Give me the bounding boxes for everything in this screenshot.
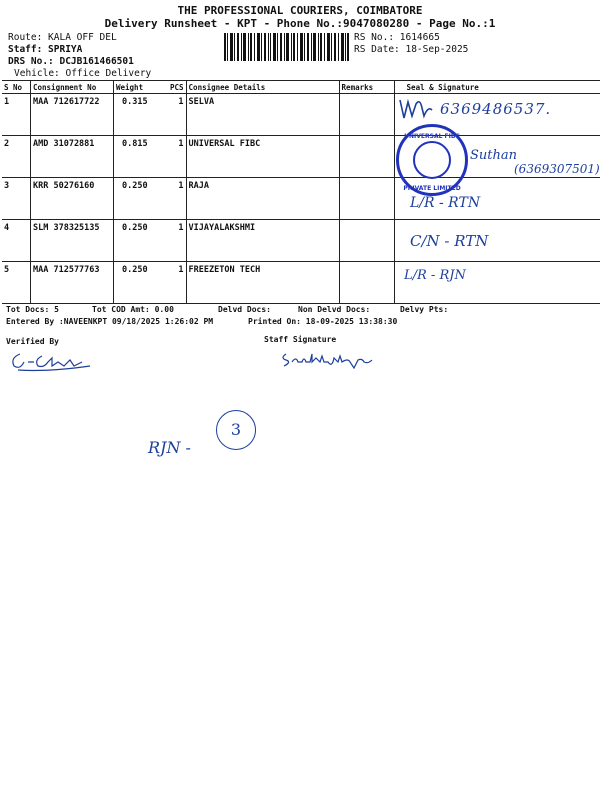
cell-consignment: MAA 712617722: [31, 94, 114, 136]
cell-sno: 4: [2, 220, 31, 262]
delivery-points: Delvy Pts:: [400, 305, 449, 314]
staff-signature-scribble: [278, 348, 380, 372]
cell-weight: 0.250: [114, 262, 169, 304]
company-title: THE PROFESSIONAL COURIERS, COIMBATORE: [177, 4, 423, 17]
cell-consignee: FREEZETON TECH: [186, 262, 339, 304]
total-cod-amount: Tot COD Amt: 0.00: [92, 305, 174, 314]
delivered-docs: Delvd Docs:: [218, 305, 271, 314]
stamp-top-text: UNIVERSAL FIBC: [404, 133, 460, 140]
handwritten-remark-row4: C/N - RTN: [410, 232, 489, 250]
col-pcs: PCS: [168, 81, 186, 94]
col-sno: S No: [2, 81, 31, 94]
handwritten-name-row2: Suthan: [470, 148, 517, 163]
cell-remarks: [339, 262, 394, 304]
handwritten-phone-row2: (6369307501): [514, 162, 600, 176]
rs-date: RS Date: 18-Sep-2025: [354, 44, 469, 55]
cell-sno: 3: [2, 178, 31, 220]
col-remarks: Remarks: [339, 81, 394, 94]
cell-pcs: 1: [168, 94, 186, 136]
printed-on: Printed On: 18-09-2025 13:38:30: [248, 317, 398, 326]
handwritten-phone-row1: 6369486537.: [440, 100, 552, 118]
drs-number: DRS No.: DCJB161466501: [8, 56, 134, 67]
rs-number: RS No.: 1614665: [354, 32, 440, 43]
cell-consignment: AMD 31072881: [31, 136, 114, 178]
cell-consignee: UNIVERSAL FIBC: [186, 136, 339, 178]
cell-consignee: VIJAYALAKSHMI: [186, 220, 339, 262]
cell-sno: 5: [2, 262, 31, 304]
non-delivered-docs: Non Delvd Docs:: [298, 305, 371, 314]
cell-remarks: [339, 178, 394, 220]
verified-by-signature: [8, 350, 92, 372]
cell-remarks: [339, 94, 394, 136]
col-seal-signature: Seal & Signature: [394, 81, 600, 94]
handwritten-remark-row5: L/R - RJN: [404, 268, 466, 283]
runsheet-subtitle: Delivery Runsheet - KPT - Phone No.:9047080280 - Page No.:1: [104, 17, 496, 30]
cell-weight: 0.250: [114, 178, 169, 220]
company-seal-stamp: [396, 124, 468, 196]
cell-pcs: 1: [168, 136, 186, 178]
cell-sno: 2: [2, 136, 31, 178]
cell-sno: 1: [2, 94, 31, 136]
stamp-inner-ring: [413, 141, 451, 179]
staff-signature-label: Staff Signature: [264, 335, 337, 344]
stamp-bottom-text: PRIVATE LIMITED: [403, 185, 461, 192]
cell-consignee: RAJA: [186, 178, 339, 220]
staff-label: Staff: SPRIYA: [8, 44, 83, 55]
vehicle-label: Vehicle: Office Delivery: [14, 68, 152, 79]
cell-remarks: [339, 220, 394, 262]
total-docs: Tot Docs: 5: [6, 305, 59, 314]
cell-pcs: 1: [168, 262, 186, 304]
signature-scribble-row1: [398, 96, 438, 122]
cell-weight: 0.250: [114, 220, 169, 262]
cell-consignment: MAA 712577763: [31, 262, 114, 304]
table-row: [2, 220, 600, 262]
cell-weight: 0.815: [114, 136, 169, 178]
table-row: [2, 178, 600, 220]
cell-consignee: SELVA: [186, 94, 339, 136]
cell-weight: 0.315: [114, 94, 169, 136]
entered-by: Entered By :NAVEENKPT 09/18/2025 1:26:02 PM: [6, 317, 214, 326]
col-consignment: Consignment No: [31, 81, 114, 94]
verified-by-label: Verified By: [6, 337, 59, 346]
cell-consignment: KRR 50276160: [31, 178, 114, 220]
route-label: Route: KALA OFF DEL: [8, 32, 117, 43]
barcode: [224, 33, 350, 61]
cell-consignment: SLM 378325135: [31, 220, 114, 262]
col-consignee: Consignee Details: [186, 81, 339, 94]
table-row: [2, 262, 600, 304]
table-header-row: [2, 81, 600, 94]
cell-remarks: [339, 136, 394, 178]
col-weight: Weight: [114, 81, 169, 94]
cell-pcs: 1: [168, 220, 186, 262]
handwritten-remark-row3: L/R - RTN: [410, 195, 481, 211]
handwritten-return-count: RJN -: [148, 438, 191, 457]
cell-pcs: 1: [168, 178, 186, 220]
handwritten-circled-number: 3: [216, 410, 256, 450]
